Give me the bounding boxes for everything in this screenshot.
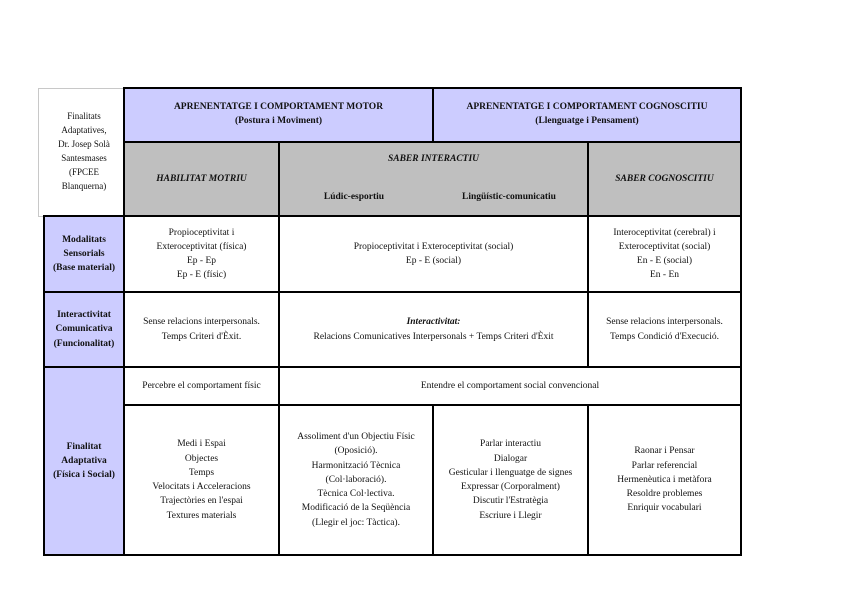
modalitats-motor <box>124 216 279 292</box>
header-cognitiu-subtitle: (Llenguatge i Pensament) <box>535 116 639 126</box>
text-line: Discutir l'Estratègia <box>472 496 549 507</box>
note-line: Blanquerna) <box>61 180 107 191</box>
linguistic-comunicatiu-label: Lingüístic-comunicatiu <box>462 192 556 202</box>
interactivitat-title: Interactivitat: <box>406 317 461 328</box>
text-line: Sense relacions interpersonals. <box>143 317 260 328</box>
modalitats-interactiu <box>279 216 588 292</box>
text-line: Dialogar <box>493 453 528 464</box>
finalitat-cognoscitiu <box>588 405 741 555</box>
border-line <box>43 291 742 293</box>
label-line: Sensorials <box>63 248 105 259</box>
border-line <box>587 404 589 556</box>
border-line <box>278 404 280 556</box>
text-line: Objectes <box>184 453 219 464</box>
percebre-text: Percebre el comportament físic <box>142 380 261 391</box>
note-line: Adaptatives, <box>61 125 107 136</box>
finalitat-linguistic <box>433 405 588 555</box>
text-line: Ep - E (social) <box>405 256 462 266</box>
text-line: Enriquir vocabulari <box>627 503 702 514</box>
habilitat-label: HABILITAT MOTRIU <box>156 173 247 184</box>
text-line: Parlar referencial <box>631 460 698 471</box>
text-line: Medi i Espai <box>177 439 226 450</box>
border-line <box>278 141 280 367</box>
text-line: Escriure i Llegir <box>479 510 542 521</box>
border-line <box>587 141 589 367</box>
text-line: Interoceptivitat (cerebral) i <box>613 227 716 238</box>
saber-interactiu-label: SABER INTERACTIU <box>387 154 480 164</box>
border-line <box>43 215 742 217</box>
text-line: Ep - Ep <box>186 256 217 266</box>
label-line: (Física i Social) <box>53 470 115 481</box>
text-line: En - E (social) <box>636 256 693 266</box>
row-label-modalitats <box>44 216 124 292</box>
text-line: Temps Criteri d'Èxit. <box>161 331 242 342</box>
text-line: En - En <box>649 270 680 281</box>
entendre-cell <box>279 367 741 405</box>
text-line: Resoldre problemes <box>626 489 703 500</box>
text-line: (Col·laboració). <box>325 474 387 485</box>
saber-cognoscitiu-label: SABER COGNOSCITIU <box>615 173 714 184</box>
text-line: Relacions Comunicatives Interpersonals + Temps Criteri d'Èxit <box>313 331 554 342</box>
text-line: Ep - E (físic) <box>176 270 227 281</box>
text-line: Velocitats i Acceleracions <box>152 482 251 492</box>
header-motor <box>124 88 433 142</box>
row-label-finalitat <box>44 367 124 555</box>
text-line: Harmonització Tècnica <box>311 460 401 471</box>
border-line <box>432 404 434 556</box>
finalitat-ludic <box>279 405 433 555</box>
text-line: (Llegir el joc: Tàctica). <box>312 517 400 528</box>
faint-gridline <box>38 88 124 89</box>
text-line: Expressar (Corporalment) <box>461 482 560 492</box>
header-cognitiu <box>433 88 741 142</box>
label-line: Interactivitat <box>57 310 111 321</box>
note-line: (FPCEE <box>68 166 99 177</box>
finalitat-motor <box>124 405 279 555</box>
finalitats-note <box>44 102 124 202</box>
label-line: (Base material) <box>53 263 115 274</box>
row-label-interactivitat <box>44 292 124 367</box>
subheader-habilitat-motriu <box>124 142 279 216</box>
text-line: Raonar i Pensar <box>634 446 695 457</box>
text-line: Parlar interactiu <box>480 439 541 450</box>
text-line: Exteroceptivitat (física) <box>156 241 247 252</box>
border-line <box>43 215 45 556</box>
subheader-saber-interactiu <box>279 142 588 216</box>
entendre-text: Entendre el comportament social convencional <box>420 380 600 391</box>
faint-gridline <box>38 88 39 216</box>
label-line: Modalitats <box>62 234 106 245</box>
text-line: Trajectòries en l'espai <box>160 496 243 507</box>
note-line: Finalitats <box>67 111 101 122</box>
border-line <box>43 366 742 368</box>
border-line <box>123 87 125 556</box>
text-line: Gesticular i llenguatge de signes <box>448 467 573 478</box>
header-motor-title: APRENENTATGE I COMPORTAMENT MOTOR <box>173 102 384 113</box>
note-line: Santesmases <box>61 153 107 163</box>
header-cognitiu-title: APRENENTATGE I COMPORTAMENT COGNOSCITIU <box>466 102 708 113</box>
border-line <box>432 87 434 142</box>
label-line: Comunicativa <box>55 324 113 335</box>
text-line: Assoliment d'un Objectiu Físic <box>297 432 415 443</box>
modalitats-cognoscitiu <box>588 216 741 292</box>
text-line: (Oposició). <box>334 446 378 457</box>
ludic-esportiu-label: Lúdic-esportiu <box>323 192 385 202</box>
interactivitat-cognoscitiu <box>588 292 741 367</box>
label-line: Adaptativa <box>61 455 107 466</box>
text-line: Textures materials <box>166 510 237 521</box>
interactivitat-motor <box>124 292 279 367</box>
text-line: Sense relacions interpersonals. <box>606 317 723 328</box>
subheader-saber-cognoscitiu <box>588 142 741 216</box>
text-line: Hermenèutica i metàfora <box>617 474 712 485</box>
note-line: Dr. Josep Solà <box>58 139 110 150</box>
border-line <box>740 87 742 556</box>
border-line <box>278 366 280 405</box>
text-line: Temps <box>188 467 215 478</box>
text-line: Exteroceptivitat (social) <box>618 241 711 252</box>
text-line: Tècnica Col·lectiva. <box>317 489 395 500</box>
text-line: Propioceptivitat i Exteroceptivitat (social) <box>353 241 514 252</box>
header-motor-subtitle: (Postura i Moviment) <box>234 116 323 126</box>
border-line <box>43 554 742 556</box>
label-line: Finalitat <box>66 441 102 452</box>
label-line: (Funcionalitat) <box>53 338 115 349</box>
text-line: Modificació de la Seqüència <box>301 503 411 514</box>
interactivitat-interactiu <box>279 292 588 367</box>
text-line: Propioceptivitat i <box>168 227 235 238</box>
text-line: Temps Condició d'Execució. <box>610 331 719 342</box>
percebre-cell <box>124 367 279 405</box>
